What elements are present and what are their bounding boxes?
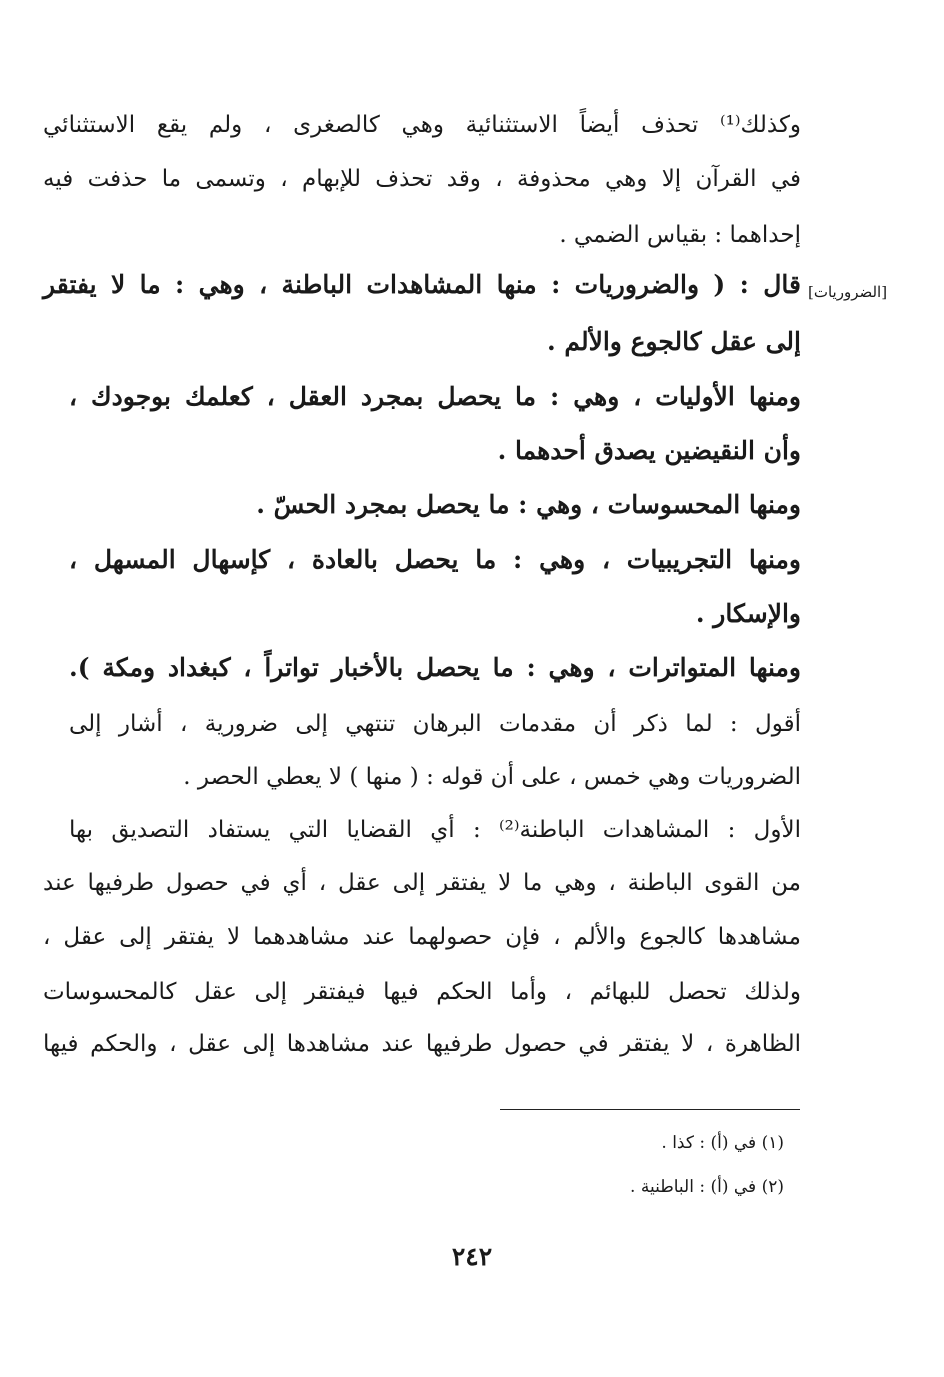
text-line: إلى عقل كالجوع والألم . — [546, 327, 801, 356]
text-line: مشاهدها كالجوع والألم ، فإن حصولهما عند مشاهدهما لا يفتقر إلى عقل ، — [43, 924, 801, 950]
text-line: والإسكار . — [695, 599, 801, 628]
footnote-2: (٢) في (أ) : الباطنية . — [630, 1177, 784, 1197]
text-line: ومنها المتواترات ، وهي : ما يحصل بالأخبار تواتراً ، كبغداد ومكة ). — [69, 653, 801, 682]
footnote-rule — [500, 1109, 800, 1110]
text-line: وأن النقيضين يصدق أحدهما . — [497, 436, 801, 465]
text-line: الأول : المشاهدات الباطنة⁽²⁾ : أي القضايا التي يستفاد التصديق بها — [69, 817, 801, 843]
page-number: ٢٤٢ — [451, 1242, 493, 1271]
text-line: الظاهرة ، لا يفتقر في حصول طرفيها عند مشاهدها إلى عقل ، والحكم فيها — [43, 1031, 801, 1057]
footnote-1: (١) في (أ) : كذا . — [661, 1133, 784, 1153]
text-line: ومنها المحسوسات ، وهي : ما يحصل بمجرد الحسّ . — [256, 490, 801, 519]
text-line: ومنها التجريبيات ، وهي : ما يحصل بالعادة ، كإسهال المسهل ، — [69, 545, 801, 574]
text-line: قال : ( والضروريات : منها المشاهدات الباطنة ، وهي : ما لا يفتقر — [43, 270, 801, 299]
text-line: إحداهما : بقياس الضمي . — [559, 222, 801, 248]
text-line: وكذلك⁽¹⁾ تحذف أيضاً الاستثنائية وهي كالصغرى ، ولم يقع الاستثنائي — [43, 112, 801, 138]
text-line: أقول : لما ذكر أن مقدمات البرهان تنتهي إلى ضرورية ، أشار إلى — [69, 711, 801, 737]
text-line: من القوى الباطنة ، وهي ما لا يفتقر إلى عقل ، أي في حصول طرفيها عند — [43, 870, 801, 896]
text-line: الضروريات وهي خمس ، على أن قوله : ( منها ) لا يعطي الحصر . — [183, 764, 801, 790]
text-line: في القرآن إلا وهي محذوفة ، وقد تحذف للإبهام ، وتسمى ما حذفت فيه — [43, 166, 801, 192]
text-line: ومنها الأوليات ، وهي : ما يحصل بمجرد العقل ، كعلمك بوجودك ، — [69, 382, 801, 411]
margin-note: [الضروريات] — [808, 283, 888, 301]
text-line: ولذلك تحصل للبهائم ، وأما الحكم فيها فيفتقر إلى عقل كالمحسوسات — [43, 979, 801, 1005]
